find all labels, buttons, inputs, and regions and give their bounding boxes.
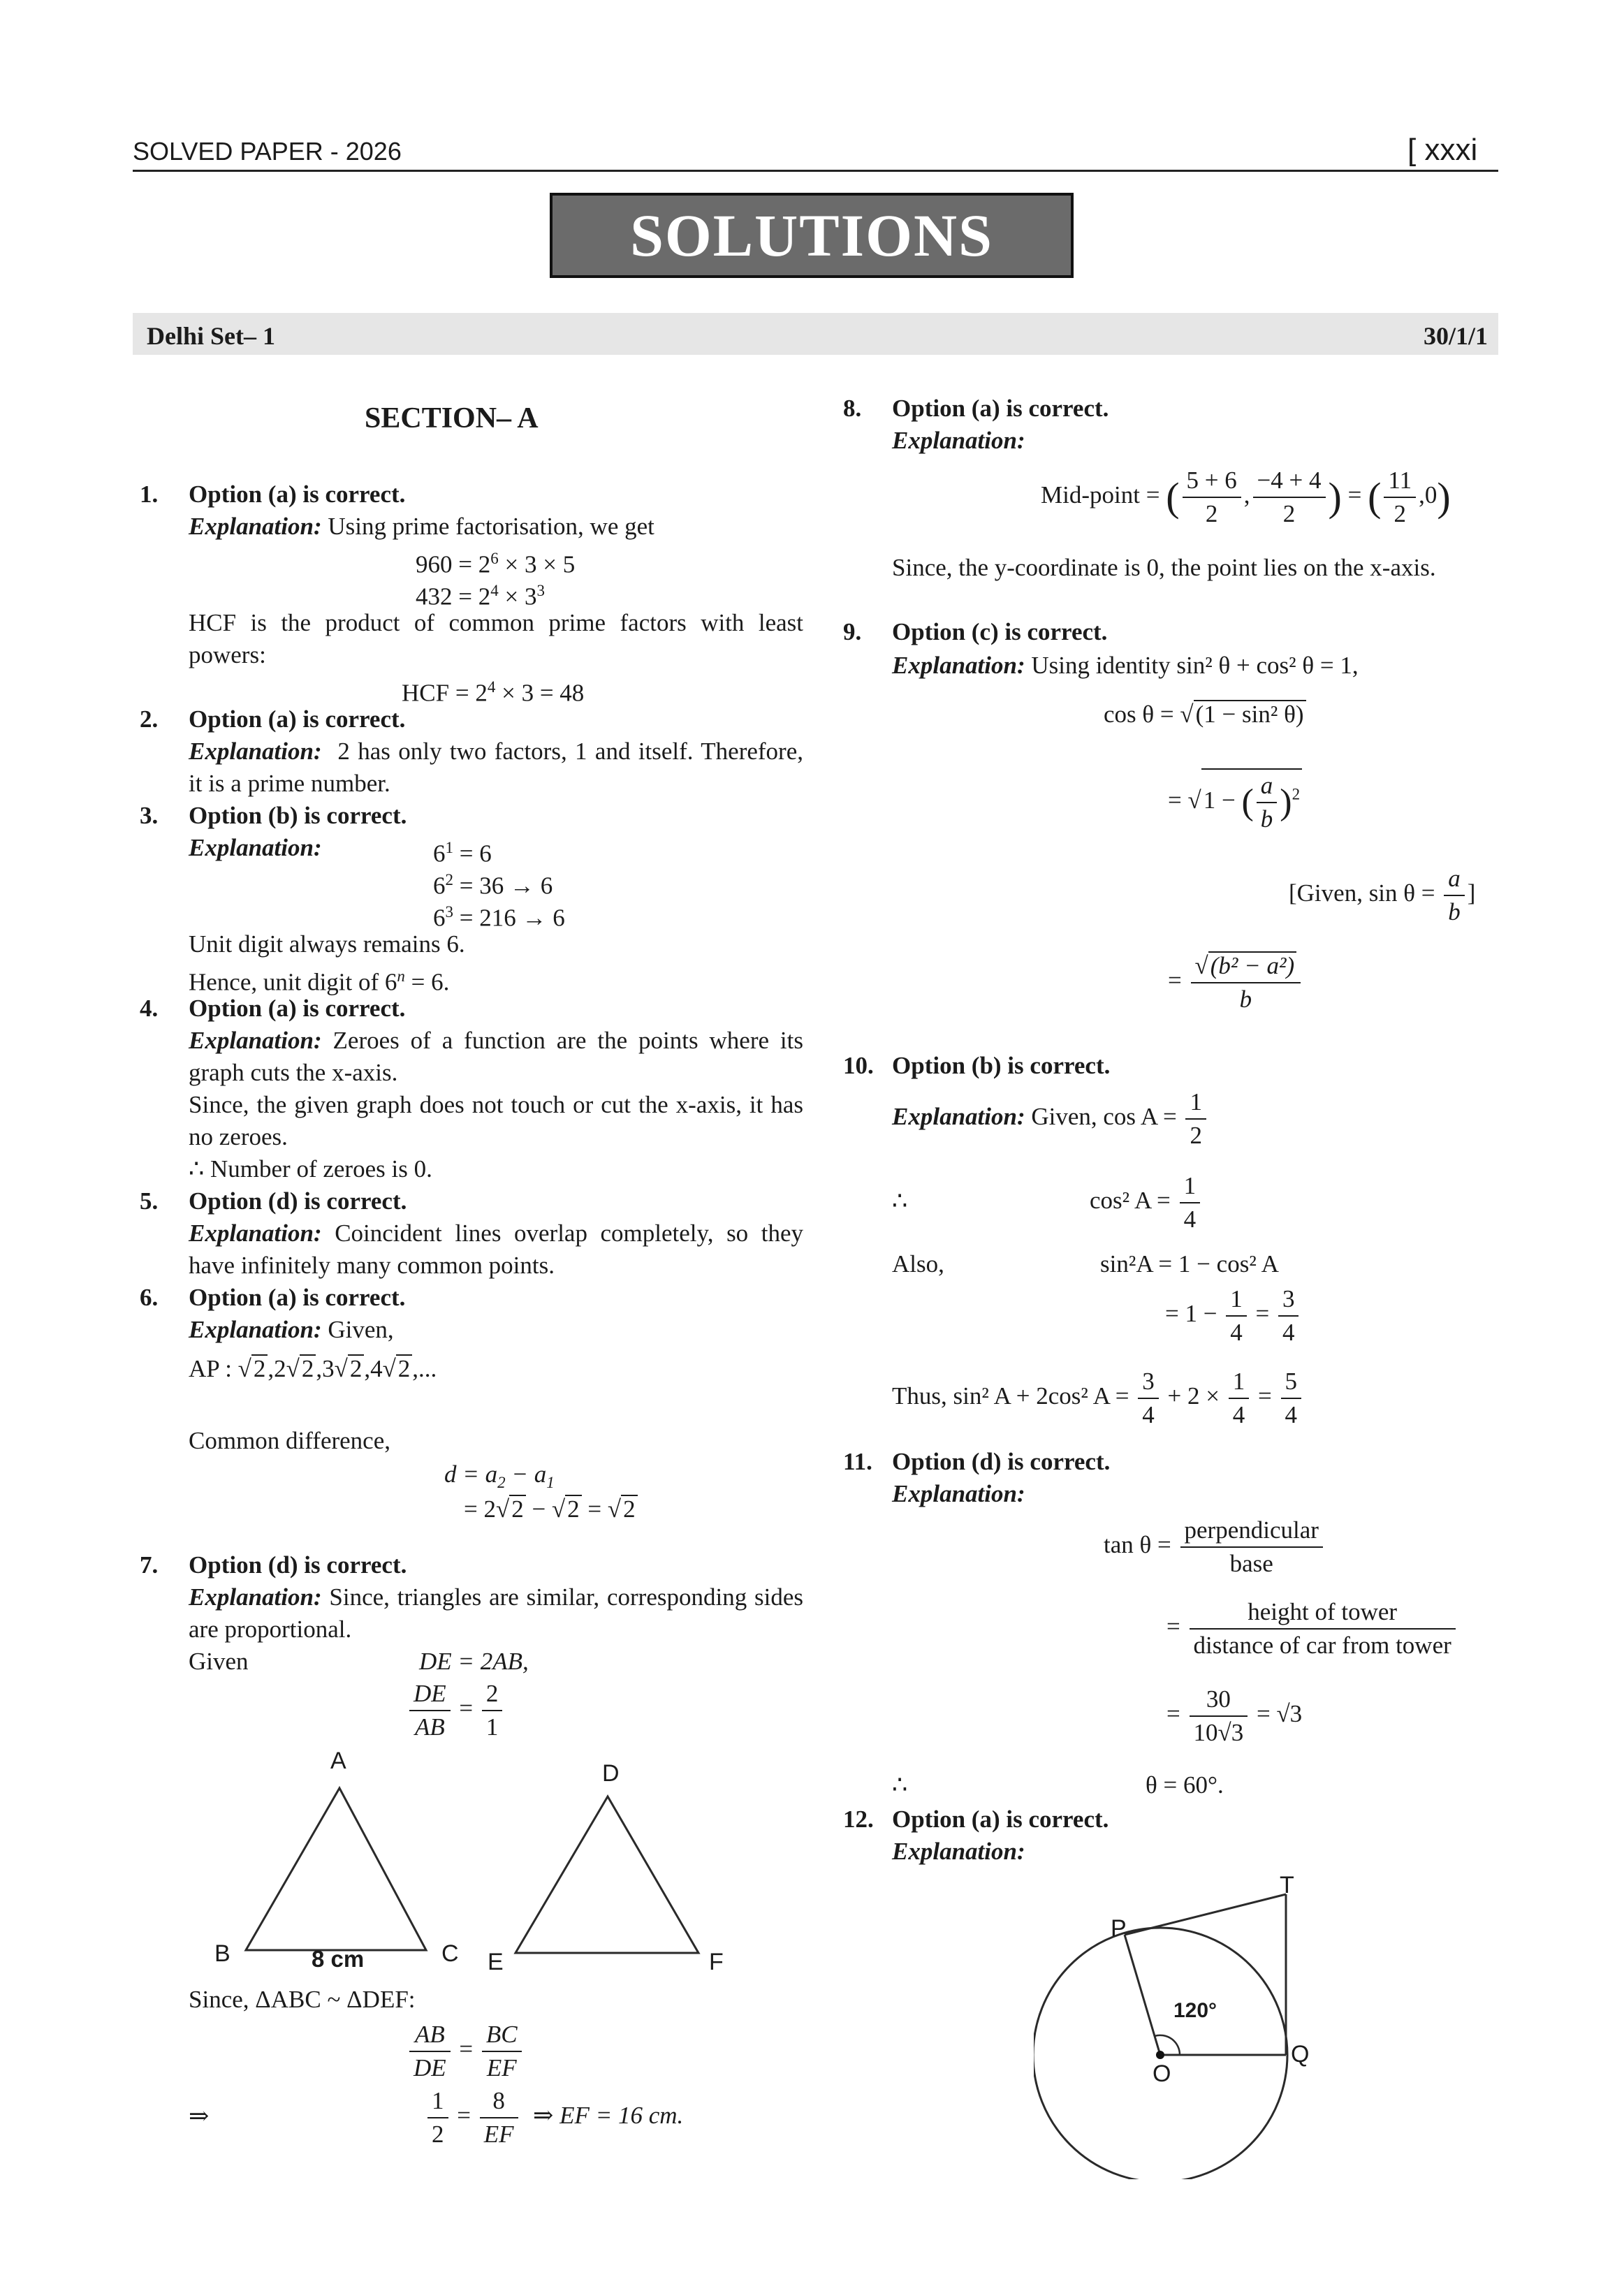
running-header-title: SOLVED PAPER - 2026 [133, 137, 402, 166]
explanation-text: Coincident lines overlap completely, so they have infinitely many common points. [189, 1220, 804, 1279]
equation: Thus, sin² A + 2cos² A = $\frac{3}{4}$ + 2 × $\frac{1}{4}$ = $\frac{5}{4}$ [892, 1366, 1304, 1431]
explanation-text: Since, the given graph does not touch or cut the x-axis, it has no zeroes. [189, 1091, 803, 1150]
point-label-t: T [1280, 1872, 1294, 1898]
set-name: Delhi Set– 1 [147, 322, 275, 350]
option-answer: Option (a) is correct. [189, 481, 406, 508]
therefore-symbol: ∴ [892, 1771, 908, 1799]
vertex-label-f: F [709, 1949, 724, 1975]
equation: $432 = 2^4 \times 3^3$ [416, 582, 545, 610]
explanation-text: Given, cos A = [1031, 1103, 1177, 1131]
set-band [133, 313, 1498, 355]
radius-op [1125, 1935, 1160, 2055]
option-answer: Option (a) is correct. [892, 395, 1109, 422]
option-answer: Option (a) is correct. [189, 705, 406, 733]
question-number: 6. [140, 1284, 159, 1311]
equation: θ = 60°. [1146, 1771, 1224, 1799]
explanation-text: Unit digit always remains 6. [189, 930, 465, 958]
explanation-label: Explanation: [892, 1103, 1025, 1131]
explanation-text: Given, [328, 1316, 394, 1343]
explanation-text: Common difference, [189, 1427, 390, 1454]
equation: $6^2 = 36 \to 6$ [433, 871, 553, 900]
set-code: 30/1/1 [1424, 322, 1488, 350]
equation: $d = a_2 - a_1$ [444, 1461, 555, 1491]
explanation-text: Since, the y-coordinate is 0, the point lies on the x-axis. [892, 554, 1436, 581]
explanation-label: Explanation: [189, 1220, 322, 1247]
explanation-text: HCF is the product of common prime factors with least powers: [189, 609, 803, 668]
page-number: [ xxxi [1407, 133, 1478, 167]
point-label-o: O [1153, 2060, 1171, 2087]
point-label-q: Q [1291, 2041, 1310, 2067]
equation: HCF = $2^4 \times 3 = 48$ [402, 678, 585, 707]
question-number: 9. [843, 618, 862, 645]
option-answer: Option (d) is correct. [189, 1187, 407, 1215]
explanation-line [189, 1025, 803, 1089]
vertex-label-e: E [488, 1949, 504, 1975]
vertex-label-a: A [330, 1748, 346, 1774]
explanation-label: Explanation: [892, 427, 1025, 454]
given-label: Given [189, 1648, 249, 1675]
equation: = 2√2 − √2 = √2 [464, 1493, 638, 1525]
circle-tangent-diagram [1034, 1879, 1355, 2179]
option-answer: Option (b) is correct. [892, 1052, 1111, 1079]
equation: DE = 2AB, [419, 1648, 529, 1675]
option-answer: Option (a) is correct. [189, 1284, 406, 1311]
solutions-banner: SOLUTIONS [550, 193, 1074, 278]
ratio-equation: $\frac{AB}{DE}$ = $\frac{BC}{EF}$ [407, 2019, 525, 2084]
header-rule [133, 170, 1498, 172]
option-answer: Option (d) is correct. [892, 1448, 1111, 1475]
option-answer: Option (c) is correct. [892, 618, 1108, 645]
explanation-text: Zeroes of a function are the points where its graph cuts the x-axis. [189, 1027, 803, 1086]
equation: $6^3 = 216 \to 6$ [433, 903, 565, 932]
equation: = √1 − ( $\frac{a}{b}$ )$^2$ [1168, 768, 1302, 835]
equation: = 1 − $\frac{1}{4}$ = $\frac{3}{4}$ [1165, 1283, 1301, 1349]
explanation-label: Explanation: [189, 834, 322, 861]
explanation-line [189, 1314, 394, 1346]
implies-arrow: ⇒ [189, 2102, 210, 2130]
explanation-line [189, 1581, 803, 1646]
tangent-pt [1125, 1894, 1286, 1935]
explanation-line [892, 650, 1359, 682]
explanation-line: Explanation: Given, cos A = $\frac{1}{2}$ [892, 1086, 1209, 1152]
equation: $960 = 2^6 \times 3 \times 5$ [416, 550, 576, 578]
therefore-symbol: ∴ [892, 1187, 908, 1215]
equation: = $\frac{30}{10√3}$ = √3 [1166, 1683, 1302, 1749]
also-label: Also, [892, 1250, 944, 1278]
explanation-text: 2 has only two factors, 1 and itself. Therefore, it is a prime number. [189, 738, 803, 797]
ap-sequence: AP : √2,2√2,3√2,4√2,... [189, 1355, 437, 1382]
center-point [1156, 2051, 1164, 2059]
equation: = $\frac{\text{√(b² − a²)}}{b}$ [1168, 950, 1303, 1016]
ratio-equation: $\frac{1}{2}$ = $\frac{8}{EF}$ ⇒ EF = 16 cm. [425, 2085, 683, 2151]
explanation-label: Explanation: [189, 513, 322, 540]
question-number: 2. [140, 705, 159, 733]
explanation-label: Explanation: [892, 652, 1025, 679]
midpoint-equation: Mid-point = ( $\frac{5 + 6}{2}$ , $\frac{-4 + 4}{2}$ ) = ( $\frac{11}{2}$ ,0) [1041, 464, 1451, 530]
question-number: 11. [843, 1448, 872, 1475]
similarity-statement: Since, ΔABC ~ ΔDEF: [189, 1986, 416, 2013]
explanation-text: Using identity sin² θ + cos² θ = 1, [1031, 652, 1359, 679]
explanation-line [189, 735, 803, 800]
question-number: 3. [140, 802, 159, 829]
option-answer: Option (b) is correct. [189, 802, 407, 829]
vertex-label-c: C [441, 1940, 459, 1967]
explanation-label: Explanation: [189, 1583, 322, 1611]
triangle-abc [246, 1788, 426, 1950]
equation: cos² A = $\frac{1}{4}$ [1090, 1170, 1203, 1236]
triangle-def [515, 1796, 698, 1953]
question-number: 1. [140, 481, 159, 508]
explanation-label: Explanation: [189, 1316, 322, 1343]
option-answer: Option (d) is correct. [189, 1551, 407, 1579]
explanation-text: Since, triangles are similar, corresponding sides are proportional. [189, 1583, 804, 1643]
question-number: 8. [843, 395, 862, 422]
option-answer: Option (a) is correct. [189, 995, 406, 1022]
vertex-label-d: D [602, 1760, 620, 1787]
explanation-label: Explanation: [189, 738, 322, 765]
option-answer: Option (a) is correct. [892, 1806, 1109, 1833]
question-number: 7. [140, 1551, 159, 1579]
side-length-label: 8 cm [312, 1946, 365, 1972]
explanation-text: Hence, unit digit of $6^n = 6$. [189, 967, 450, 996]
section-title: SECTION– A [365, 402, 539, 434]
equation: $6^1 = 6$ [433, 839, 492, 868]
angle-label: 120° [1173, 1999, 1217, 2022]
question-number: 10. [843, 1052, 874, 1079]
ratio-equation: $\frac{DE}{AB}$ = $\frac{2}{1}$ [407, 1678, 505, 1743]
equation: tan θ = $\frac{\text{perpendicular}}{\text{base}}$ [1104, 1514, 1326, 1580]
question-number: 12. [843, 1806, 874, 1833]
explanation-label: Explanation: [892, 1838, 1025, 1865]
explanation-line [189, 511, 654, 543]
explanation-label: Explanation: [189, 1027, 322, 1054]
explanation-text: Using prime factorisation, we get [328, 513, 654, 540]
explanation-line [189, 1217, 803, 1282]
vertex-label-b: B [214, 1940, 231, 1967]
equation: sin²A = 1 − cos² A [1100, 1250, 1279, 1278]
explanation-text: ∴ Number of zeroes is 0. [189, 1155, 432, 1183]
question-number: 5. [140, 1187, 159, 1215]
question-number: 4. [140, 995, 159, 1022]
point-label-p: P [1111, 1915, 1127, 1942]
equation: cos θ = √(1 − sin² θ) [1104, 698, 1306, 731]
given-note: [Given, sin θ = $\frac{a}{b}$ ] [1289, 863, 1475, 928]
equation: = $\frac{\text{height of tower}}{\text{distance of car from tower}}$ [1166, 1596, 1458, 1662]
similar-triangles-diagram [203, 1746, 747, 1984]
explanation-label: Explanation: [892, 1480, 1025, 1507]
